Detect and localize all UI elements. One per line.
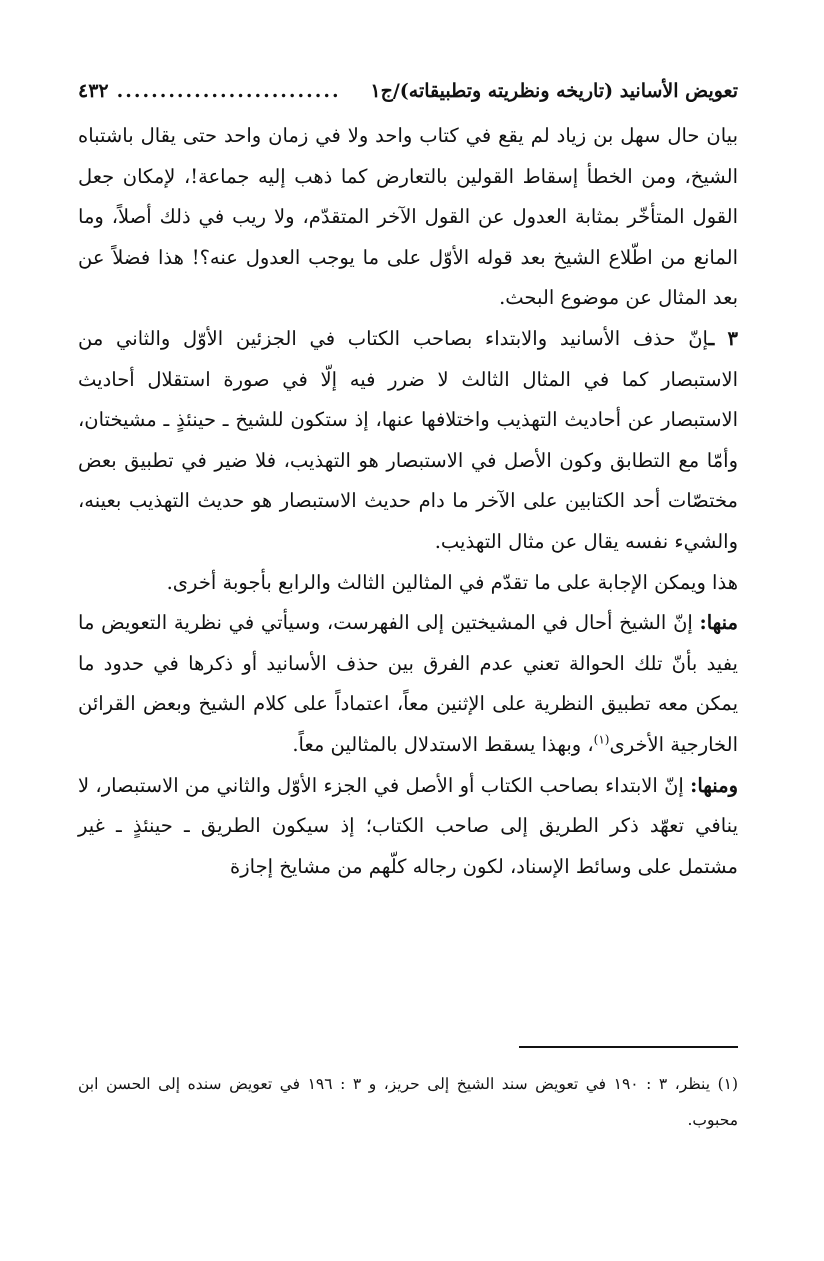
paragraph-1 bbox=[78, 116, 738, 319]
header-leader-dots: .......................... bbox=[116, 80, 341, 102]
paragraph-lead: ٣ ـ bbox=[708, 326, 738, 350]
footnote-text: ينظر، ٣ : ١٩٠ في تعويض سند الشيخ إلى حريز، و ٣ : ١٩٦ في تعويض سنده إلى الحسن ابن محبوب. bbox=[78, 1075, 738, 1129]
paragraph-text-continued: ، وبهذا يسقط الاستدلال بالمثالين معاً. bbox=[292, 732, 594, 756]
page bbox=[78, 78, 738, 887]
paragraph-4 bbox=[78, 603, 738, 765]
paragraph-5 bbox=[78, 766, 738, 888]
header-title: تعويض الأسانيد (تاريخه ونظريته وتطبيقاته)/ج١ bbox=[370, 80, 738, 102]
paragraph-2 bbox=[78, 319, 738, 563]
paragraph-text: إنّ حذف الأسانيد والابتداء بصاحب الكتاب في الجزئين الأوّل والثاني من الاستبصار كما في المثال الثالث لا ضرر فيه إلّا في صورة استقلال أحاديث الاستبصار عن أحاديث التهذيب واختلافها عنها، إذ ستكون للشيخ ـ حينئذٍ ـ مشيختان، وأمّا مع التطابق وكون الأصل في الاستبصار هو التهذيب، فلا ضير في تطبيق بعض مختصّات أحد الكتابين على الآخر ما دام حديث الاستبصار هو حديث التهذيب بعينه، والشيء نفسه يقال عن مثال التهذيب. bbox=[78, 326, 738, 553]
paragraph-text: إنّ الابتداء بصاحب الكتاب أو الأصل في الجزء الأوّل والثاني من الاستبصار، لا ينافي تعهّد ذكر الطريق إلى صاحب الكتاب؛ إذ سيكون الطريق ـ حينئذٍ ـ غير مشتمل على وسائط الإسناد، لكون رجاله كلّهم من مشايخ إجازة bbox=[78, 773, 738, 878]
footnotes bbox=[78, 1066, 738, 1138]
running-header bbox=[78, 78, 738, 108]
footnote-item bbox=[78, 1066, 738, 1138]
body-text bbox=[78, 116, 738, 887]
paragraph-text: هذا ويمكن الإجابة على ما تقدّم في المثالين الثالث والرابع بأجوبة أخرى. bbox=[166, 570, 738, 594]
paragraph-lead: ومنها: bbox=[690, 773, 738, 797]
paragraph-lead: منها: bbox=[699, 611, 738, 635]
paragraph-3 bbox=[78, 563, 738, 604]
page-number: ٤٣٢ bbox=[78, 80, 109, 102]
paragraph-text: إنّ الشيخ أحال في المشيختين إلى الفهرست، وسيأتي في نظرية التعويض ما يفيد بأنّ تلك الحوالة تعني عدم الفرق بين حذف الأسانيد أو ذكرها في حدود ما يمكن معه تطبيق النظرية على الإثنين معاً، اعتماداً على كلام الشيخ وبعض القرائن الخارجية الأخرى bbox=[78, 611, 738, 756]
paragraph-text: بيان حال سهل بن زياد لم يقع في كتاب واحد ولا في زمان واحد حتى يقال باشتباه الشيخ، ومن الخطأ إسقاط القولين بالتعارض كما ذهب إليه جماعة!، لإمكان جعل القول المتأخّر بمثابة العدول عن القول الآخر المتقدّم، ولا ريب في ذلك أصلاً، وما المانع من اطّلاع الشيخ بعد قوله الأوّل على ما يوجب العدول عنه؟! هذا فضلاً عن بعد المثال عن موضوع البحث. bbox=[78, 124, 738, 310]
footnote-separator bbox=[519, 1046, 738, 1048]
footnote-number: (١) bbox=[717, 1075, 739, 1093]
footnote-reference[interactable]: (١) bbox=[593, 732, 610, 747]
